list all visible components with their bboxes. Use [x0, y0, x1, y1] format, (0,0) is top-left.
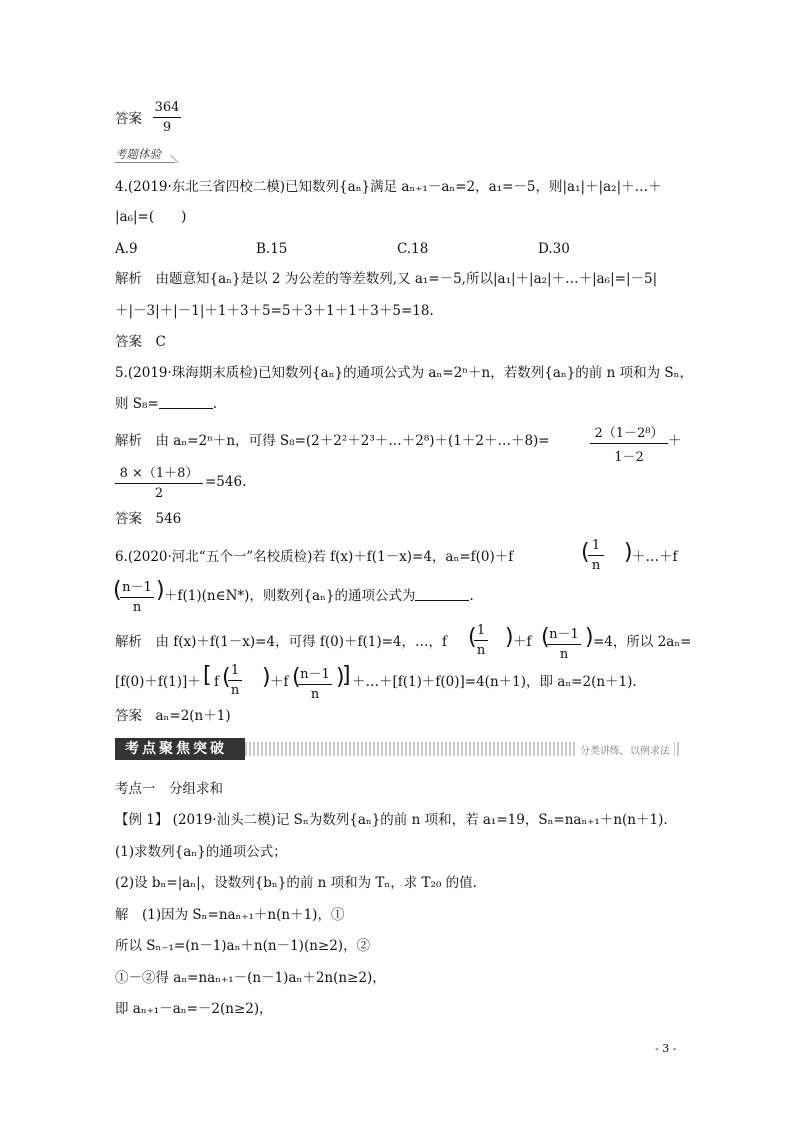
q6-frac-n1-over-n: [120, 576, 154, 615]
solution-step-1: 解 (1)因为 Sₙ=naₙ₊₁＋n(n＋1)，①: [115, 907, 345, 923]
q6-sol2-frac-2-num: n－1: [300, 667, 330, 682]
q6-paren-open-1: (: [581, 540, 590, 565]
solution-step-2: 所以 Sₙ₋₁=(n－1)aₙ＋n(n－1)(n≥2)，②: [115, 938, 371, 954]
q5-frac2-den: 2: [154, 486, 164, 501]
q6-solution-end: =4，所以 2aₙ=: [593, 634, 692, 650]
q6-solution-line1: 解析 由 f(x)＋f(1－x)=4，可得 f(0)＋f(1)=4，…，f: [115, 634, 447, 650]
page-number: - 3 -: [655, 1042, 677, 1055]
q6-sol2-f2: ＋f: [270, 674, 289, 690]
q5-frac2-num: 8 ×（1＋8）: [119, 466, 199, 481]
q6-sol-frac-2-den: n: [559, 647, 569, 662]
q5-frac2-after: =546.: [205, 474, 247, 490]
q4-option-a: A.9: [115, 241, 138, 257]
q6-sol2-frac-1-num: 1: [230, 663, 240, 678]
section-heading: 考点一 分组求和: [115, 781, 223, 797]
solution-step-4: 即 aₙ₊₁－aₙ=－2(n≥2)，: [115, 1001, 273, 1017]
answer-label: 答案: [115, 111, 142, 127]
q6-sol2-paren-4: ): [336, 665, 345, 690]
q6-sol-paren-4: ): [585, 625, 594, 650]
q6-solution-mid: ＋f: [513, 634, 532, 650]
q5-frac1-after: ＋: [668, 433, 682, 449]
q6-sol-frac-2-num: n－1: [549, 627, 579, 642]
answer-numerator: 364: [154, 100, 180, 115]
q4-option-c: C.18: [397, 241, 429, 257]
q6-sol2-frac-1: [228, 663, 242, 698]
answer-denominator: 9: [162, 120, 172, 135]
example-1: 【例 1】 (2019·汕头二模)记 Sₙ为数列{aₙ}的前 n 项和，若 a₁=19，Sₙ=naₙ₊₁＋n(n＋1).: [115, 812, 668, 828]
q6-answer: 答案 aₙ=2(n＋1): [115, 708, 231, 724]
q6-sol-frac-1-num: 1: [476, 623, 486, 638]
q6-sol-paren-2: ): [505, 625, 514, 650]
q4-line1: 4.(2019·东北三省四校二模)已知数列{aₙ}满足 aₙ₊₁－aₙ=2，a₁=－5，则|a₁|＋|a₂|＋…＋: [115, 179, 662, 195]
q6-solution-line2a: [f(0)＋f(1)]＋: [115, 674, 201, 690]
q6-frac-1n-num: 1: [591, 538, 601, 553]
q4-answer: 答案 C: [115, 334, 166, 350]
q4-solution-line1: 解析 由题意知{aₙ}是以 2 为公差的等差数列,又 a₁=－5,所以|a₁|＋|a₂|＋…＋|a₆|=|－5|: [115, 271, 658, 287]
q6-frac-n1n-den: n: [132, 600, 142, 615]
section-banner: [115, 738, 680, 760]
q6-sol-paren-1: (: [468, 625, 477, 650]
q5-answer: 答案 546: [115, 511, 182, 527]
exam-experience-tag: 考题体验: [115, 146, 175, 163]
q6-paren-close-2: ): [156, 578, 165, 603]
q6-paren-close-1: ): [624, 540, 633, 565]
q6-sol2-frac-2-den: n: [310, 687, 320, 702]
q5-frac1-num: 2（1－2⁸）: [594, 426, 664, 441]
q6-paren-open-2: (: [113, 578, 122, 603]
q6-sol2-paren-3: (: [292, 665, 301, 690]
banner-subtitle: 分类讲练，以例求法: [576, 742, 674, 757]
q6-sol2-paren-2: ): [262, 665, 271, 690]
q5-frac1-den: 1－2: [614, 450, 644, 465]
q5-line1: 5.(2019·珠海期末质检)已知数列{aₙ}的通项公式为 aₙ=2ⁿ＋n，若数列{aₙ}的前 n 项和为 Sₙ，: [115, 365, 693, 381]
q6-line1: 6.(2020·河北“五个一”名校质检)若 f(x)＋f(1－x)=4，aₙ=f(0)＋f: [115, 549, 514, 565]
q6-line2: [164, 587, 474, 605]
q5-fraction2: [115, 462, 203, 501]
q6-line1-end: ＋…＋f: [632, 549, 678, 565]
q6-sol2-f1: f: [214, 674, 219, 690]
q6-line2-end: .: [469, 588, 474, 604]
solution-step-3: ①－②得 aₙ=naₙ₊₁－(n－1)aₙ＋2n(n≥2)，: [115, 970, 386, 986]
q5-solution-line1: 解析 由 aₙ=2ⁿ＋n，可得 S₈=(2＋2²＋2³＋…＋2⁸)＋(1＋2＋…＋8)=: [115, 433, 550, 449]
q4-option-b: B.15: [256, 241, 288, 257]
answer-fraction: [153, 100, 181, 135]
q4-option-d: D.30: [538, 241, 570, 257]
q5-answer-blank: [159, 396, 213, 409]
q4-line2: |a₆|=( ): [115, 209, 187, 225]
q5-line2: [115, 395, 217, 413]
q5-line2-end: .: [212, 396, 218, 412]
q6-sol-frac-2: [547, 623, 581, 662]
example-part-1: (1)求数列{aₙ}的通项公式；: [115, 844, 287, 860]
banner-title: 考点聚焦突破: [115, 738, 245, 760]
q6-sol2-bracket-open: [: [203, 663, 212, 688]
q6-sol-frac-1-den: n: [476, 643, 486, 658]
q6-sol2-paren-1: (: [222, 665, 231, 690]
q6-sol2-frac-1-den: n: [230, 683, 240, 698]
q4-solution-line2: ＋|－3|＋|－1|＋1＋3＋5=5＋3＋1＋1＋3＋5=18.: [115, 303, 434, 319]
q6-frac-1n-den: n: [591, 558, 601, 573]
example-part-2: (2)设 bₙ=|aₙ|，设数列{bₙ}的前 n 项和为 Tₙ，求 T₂₀ 的值.: [115, 875, 477, 891]
q6-frac-n1n-num: n－1: [122, 580, 152, 595]
q5-fraction1: [590, 422, 668, 465]
q6-sol-paren-3: (: [541, 625, 550, 650]
q6-answer-blank: [415, 588, 469, 601]
q6-sol2-frac-2: [298, 663, 332, 702]
q6-sol2-bracket-close: ]: [342, 663, 351, 688]
q6-sol-frac-1: [474, 623, 488, 658]
q6-line2-text: ＋f(1)(n∈N*)，则数列{aₙ}的通项公式为: [164, 588, 416, 604]
q6-solution-line2-end: ＋…＋[f(1)＋f(0)]=4(n＋1)，即 aₙ=2(n＋1).: [352, 674, 637, 690]
q5-line2-text: 则 S₈=: [115, 396, 159, 412]
q6-frac-1-over-n: [588, 538, 604, 573]
